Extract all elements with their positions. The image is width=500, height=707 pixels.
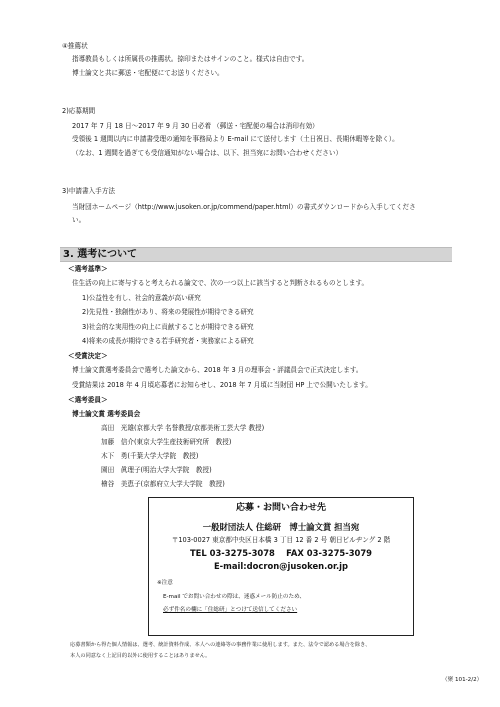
- criteria-item-3: 3)社会的な実用性の向上に貢献することが期待できる研究: [82, 323, 254, 331]
- contact-address: 〒103-0027 東京都中央区日本橋 3 丁目 12 番 2 号 朝日ビルヂング 2 階: [171, 536, 391, 544]
- contact-tel-fax: TEL 03-3275-3078 FAX 03-3275-3079: [189, 548, 373, 558]
- award-line-2: 受賞結果は 2018 年 4 月頃応募者にお知らせし、2018 年 7 月頃に当財団 HP 上で公開いたします。: [72, 381, 372, 389]
- period-line-1: 2017 年 7 月 18 日～2017 年 9 月 30 日必着 （郵送・宅配便の場合は消印有効）: [72, 122, 319, 130]
- period-line-2: 受領後 1 週間以内に申請書受理の通知を事務局より E-mail にて送付します（土日祝日、長期休暇等を除く）。: [72, 135, 399, 143]
- contact-email[interactable]: E-mail:docron@jusoken.or.jp: [213, 561, 349, 571]
- period-heading: 2)応募期間: [62, 107, 96, 115]
- award-heading: ＜受賞決定＞: [68, 352, 108, 360]
- criteria-item-4: 4)将来の成長が期待できる若手研究者・実務家による研究: [82, 337, 254, 345]
- page-code: （聚 101-2/2）: [442, 677, 483, 683]
- criteria-item-1: 1)公益性を有し、社会的意義が高い研究: [82, 294, 201, 302]
- section-3-bar: [60, 247, 452, 262]
- criteria-intro: 住生活の向上に寄与すると考えられる論文で、次の一つ以上に該当すると判断されるものとします。: [72, 279, 369, 287]
- committee-member-3: 木下 勇(千葉大学大学院 教授): [101, 452, 199, 460]
- contact-note-heading: ※注意: [157, 580, 173, 586]
- form-line-2: い。: [72, 216, 86, 224]
- recommendation-heading: ④推薦状: [62, 42, 88, 50]
- contact-title: 応募・お問い合わせ先: [235, 503, 326, 513]
- committee-member-5: 檜谷 美恵子(京都府立大学大学院 教授): [101, 480, 225, 488]
- committee-title: 博士論文賞 選考委員会: [72, 410, 141, 418]
- contact-note-line-2: 必ず件名の欄に「住総研」とつけて送信してください: [163, 607, 298, 613]
- committee-member-2: 加藤 信介(東京大学生産技術研究所 教授): [101, 438, 232, 446]
- committee-member-4: 園田 眞理子(明治大学大学院 教授): [101, 466, 212, 474]
- form-heading: 3)申請書入手方法: [62, 187, 115, 195]
- criteria-heading: ＜選考基準＞: [68, 265, 108, 273]
- award-line-1: 博士論文賞選考委員会で選考した論文から、2018 年 3 月の理事会・評議員会で正式決定します。: [72, 366, 363, 374]
- criteria-item-2: 2)先見性・独創性があり、将来の発展性が期待できる研究: [82, 308, 254, 316]
- recommendation-line-2: 博士論文と共に郵送・宅配便にてお送りください。: [72, 69, 224, 77]
- period-line-3: （なお、1 週間を過ぎても受信通知がない場合は、以下、担当宛にお問い合わせください）: [72, 149, 343, 157]
- committee-member-1: 高田 光雄(京都大学 名誉教授/京都美術工芸大学 教授): [101, 424, 265, 432]
- committee-heading: ＜選考委員＞: [68, 396, 108, 404]
- form-line-1: 当財団ホームページ（http://www.jusoken.or.jp/commend/paper.html）の書式ダウンロードから入手してくださ: [72, 203, 416, 211]
- privacy-line-1: 応募書類から得た個人情報は、選考、統計資料作成、本人への連絡等の事務作業に使用します。また、法令で認める場合を除き、: [70, 642, 371, 648]
- contact-box: [148, 497, 414, 636]
- section-3-title: 3. 選考について: [63, 249, 138, 260]
- recommendation-line-1: 指導教員もしくは所属長の推薦状。捺印またはサインのこと。様式は自由です。: [72, 55, 309, 63]
- contact-note-line-1: E-mail でお問い合わせの際は、迷惑メール防止のため、: [163, 594, 306, 600]
- contact-org: 一般財団法人 住総研 博士論文賞 担当宛: [202, 522, 360, 532]
- privacy-line-2: 本人の同意なく上記目的以外に使用することはありません。: [70, 653, 211, 659]
